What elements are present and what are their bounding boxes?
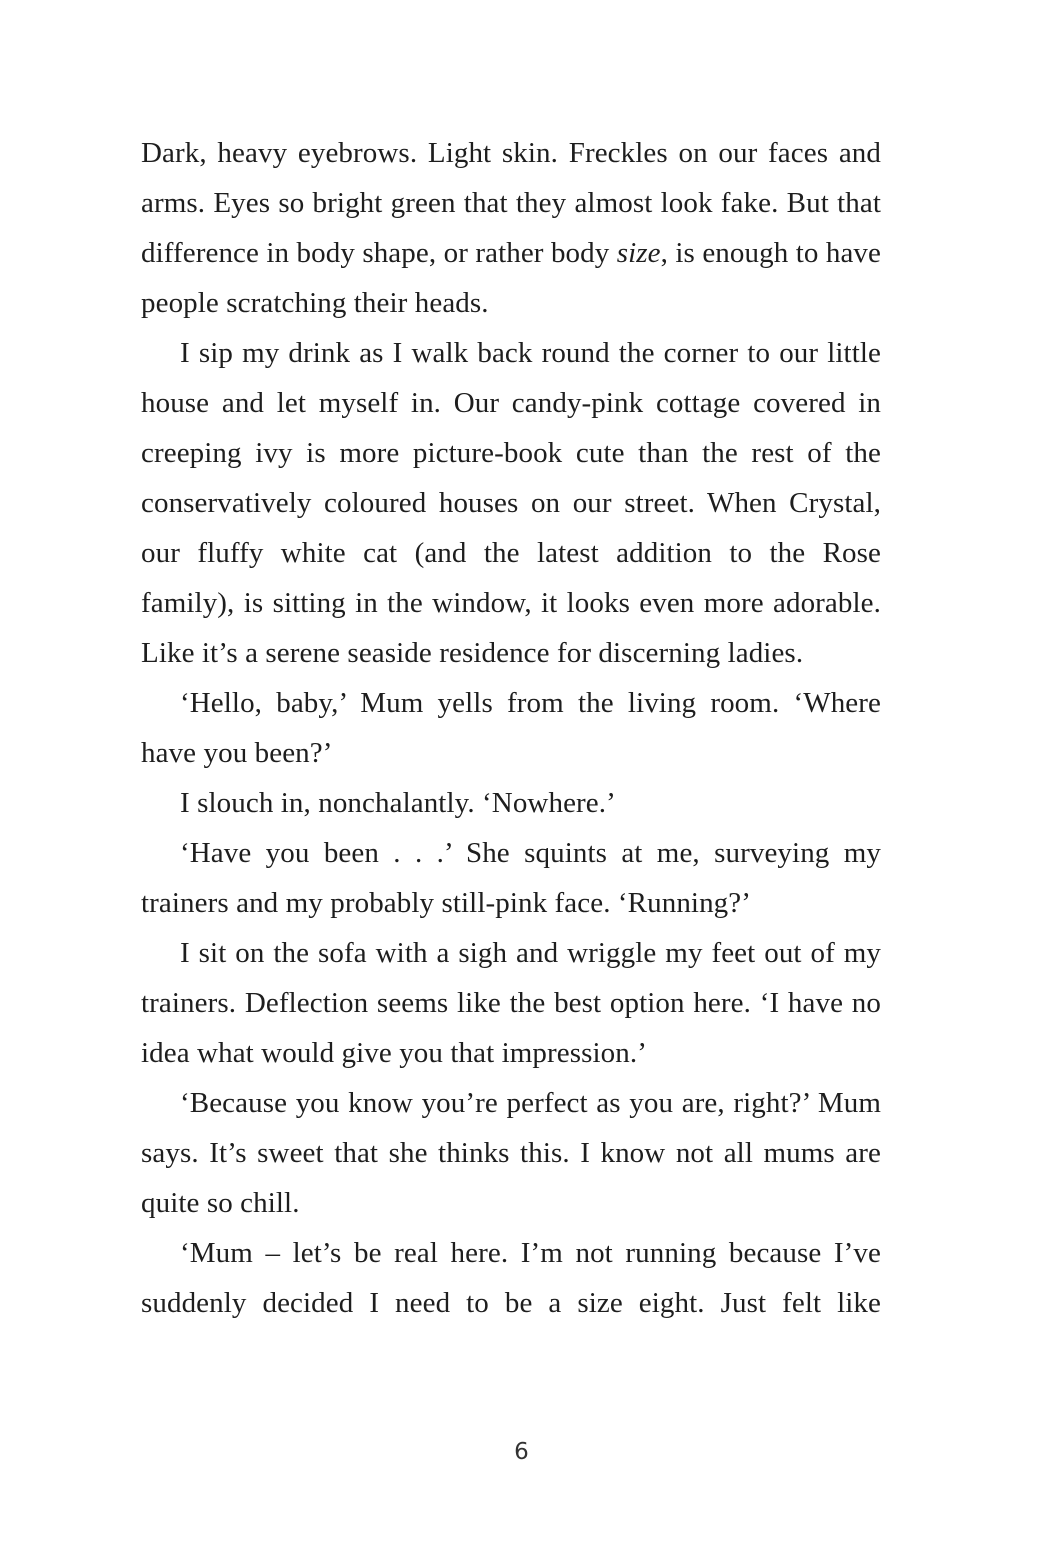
paragraph-1-text-a: Dark, heavy eyebrows. Light skin. Freckles on our faces and arms. Eyes so bright green that they almost look fake. But that difference in body shape, or rather body [141,137,881,269]
paragraph-1 [141,128,881,328]
paragraph-8: ‘Mum – let’s be real here. I’m not running because I’ve suddenly decided I need to be a size eight. Just felt like [141,1237,881,1319]
paragraph-6: I sit on the sofa with a sigh and wriggle my feet out of my trainers. Deflection seems like the best option here. ‘I have no idea what would give you that impression.’ [141,937,881,1069]
paragraph-5: ‘Have you been . . .’ She squints at me, surveying my trainers and my probably still-pink face. ‘Running?’ [141,837,881,919]
paragraph-1-emphasis: size [616,237,661,269]
paragraph-1-text-b: , is enough to have people scratching their heads. [141,237,881,319]
paragraph-2: I sip my drink as I walk back round the corner to our little house and let myself in. Our candy-pink cottage covered in creeping ivy is more picture-book cute than the rest of the conservatively coloured houses on our street. When Crystal, our fluffy white cat (and the latest addition to the Rose family), is sitting in the window, it looks even more adorable. Like it’s a serene seaside residence for discerning ladies. [141,337,881,669]
page-number: 6 [514,1439,529,1465]
paragraph-4: I slouch in, nonchalantly. ‘Nowhere.’ [180,787,616,819]
body-text [141,128,881,1328]
paragraph-7: ‘Because you know you’re perfect as you are, right?’ Mum says. It’s sweet that she thinks this. I know not all mums are quite so chill. [141,1087,881,1219]
paragraph-3: ‘Hello, baby,’ Mum yells from the living room. ‘Where have you been?’ [141,687,881,769]
